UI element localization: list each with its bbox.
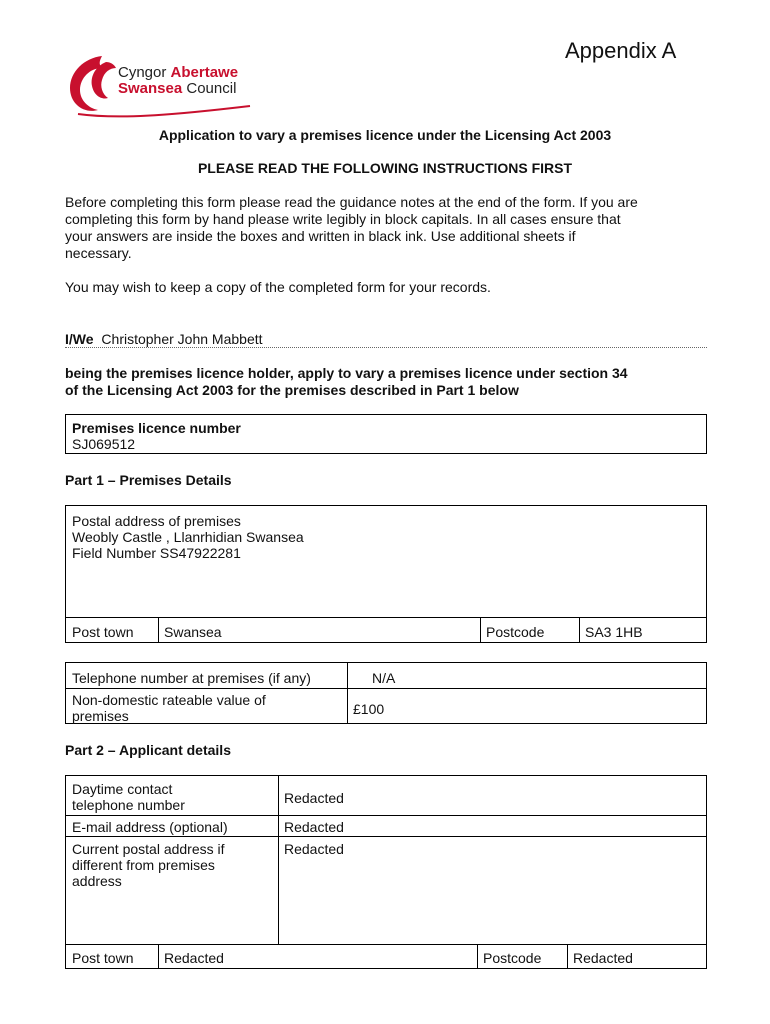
licence-number-label: Premises licence number	[72, 420, 241, 436]
postcode-label: Postcode	[486, 624, 545, 640]
post-town-value[interactable]: Swansea	[164, 624, 222, 640]
postal-address-label: Postal address of premises	[72, 513, 241, 529]
premises-telephone-box	[65, 662, 707, 724]
premises-address-box	[65, 505, 707, 643]
part1-heading: Part 1 – Premises Details	[65, 472, 232, 488]
email-label: E-mail address (optional)	[72, 819, 228, 835]
address-line-1[interactable]: Weobly Castle , Llanrhidian Swansea	[72, 529, 304, 545]
applicant-name-value: Christopher John Mabbett	[101, 331, 263, 347]
postcode-value[interactable]: SA3 1HB	[585, 624, 643, 640]
records-note: You may wish to keep a copy of the completed form for your records.	[65, 279, 491, 295]
daytime-telephone-value[interactable]: Redacted	[284, 790, 344, 806]
appendix-label: Appendix A	[565, 38, 677, 63]
licence-number-value: SJ069512	[72, 436, 136, 452]
logo-line-2: Swansea Council	[118, 80, 237, 97]
email-value[interactable]: Redacted	[284, 819, 344, 835]
applicant-postcode-label: Postcode	[483, 950, 542, 966]
rateable-value-label: Non-domestic rateable value of premises	[72, 692, 266, 724]
instructions-paragraph: Before completing this form please read the guidance notes at the end of the form. If you are completing this form by hand please write legibly in block capitals. In all cases ensure that your answers are inside the boxes and written in black ink. Use additional sheets if necessary.	[65, 194, 638, 261]
part2-heading: Part 2 – Applicant details	[65, 742, 231, 758]
applicant-post-town-label: Post town	[72, 950, 134, 966]
declaration: being the premises licence holder, apply to vary a premises licence under section 34 of the Licensing Act 2003 for the premises described in Part 1 below	[65, 365, 628, 398]
licence-number-box[interactable]	[65, 414, 707, 454]
current-address-label: Current postal address if different from premises address	[72, 841, 225, 889]
telephone-value[interactable]: N/A	[372, 670, 396, 686]
form-title: Application to vary a premises licence under the Licensing Act 2003	[158, 127, 612, 143]
current-address-value[interactable]: Redacted	[284, 841, 344, 857]
iwe-label: I/We	[65, 331, 94, 347]
applicant-post-town-value[interactable]: Redacted	[164, 950, 224, 966]
applicant-postcode-value[interactable]: Redacted	[573, 950, 633, 966]
post-town-label: Post town	[72, 624, 134, 640]
logo-line-1: Cyngor Abertawe	[118, 64, 239, 81]
instructions-heading: PLEASE READ THE FOLLOWING INSTRUCTIONS FIRST	[197, 160, 573, 176]
telephone-label: Telephone number at premises (if any)	[72, 670, 311, 686]
rateable-value[interactable]: £100	[353, 701, 385, 717]
daytime-telephone-label: Daytime contact telephone number	[72, 781, 185, 813]
address-line-2[interactable]: Field Number SS47922281	[72, 545, 241, 561]
applicant-details-box	[65, 775, 707, 969]
applicant-name-field[interactable]	[65, 331, 707, 348]
